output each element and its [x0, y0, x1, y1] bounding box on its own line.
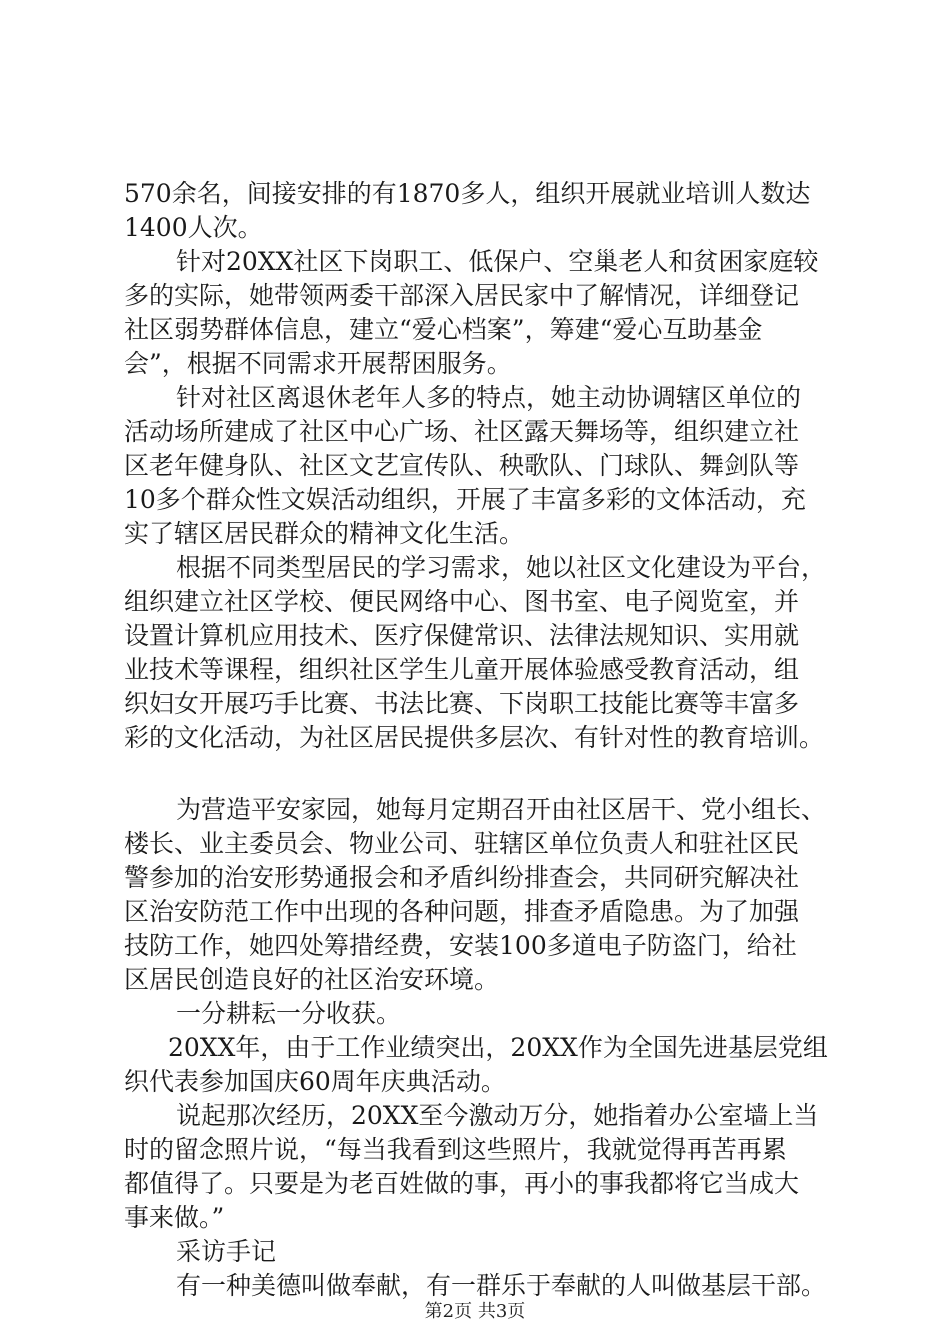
- text-line: 织代表参加国庆60周年庆典活动。: [124, 1067, 506, 1096]
- paragraph-start: 根据不同类型居民的学习需求，她以社区文化建设为平台，: [176, 553, 827, 582]
- text-line: 10多个群众性文娱活动组织，开展了丰富多彩的文体活动，充: [124, 485, 806, 514]
- text-line: 570余名，间接安排的有1870多人，组织开展就业培训人数达: [124, 179, 811, 208]
- text-line: 1400人次。: [124, 213, 263, 242]
- text-line: 区治安防范工作中出现的各种问题，排查矛盾隐患。为了加强: [124, 897, 800, 926]
- text-line: 彩的文化活动，为社区居民提供多层次、有针对性的教育培训。: [124, 723, 825, 752]
- text-line: 警参加的治安形势通报会和矛盾纠纷排查会，共同研究解决社: [124, 863, 800, 892]
- text-line: 设置计算机应用技术、医疗保健常识、法律法规知识、实用就: [124, 621, 800, 650]
- text-line: 时的留念照片说，“每当我看到这些照片，我就觉得再苦再累: [124, 1135, 787, 1164]
- paragraph-start: 说起那次经历，20XX至今激动万分，她指着办公室墙上当: [176, 1101, 819, 1130]
- text-line: 区居民创造良好的社区治安环境。: [124, 965, 500, 994]
- text-line: 区老年健身队、社区文艺宣传队、秧歌队、门球队、舞剑队等: [124, 451, 800, 480]
- text-line: 活动场所建成了社区中心广场、社区露天舞场等，组织建立社: [124, 417, 800, 446]
- text-line: 技防工作，她四处筹措经费，安装100多道电子防盗门，给社: [124, 931, 797, 960]
- text-line: 楼长、业主委员会、物业公司、驻辖区单位负责人和驻社区民: [124, 829, 800, 858]
- text-line: 会”，根据不同需求开展帮困服务。: [124, 349, 512, 378]
- page-footer: 第2页 共3页: [424, 1301, 526, 1322]
- paragraph-start: 针对20XX社区下岗职工、低保户、空巢老人和贫困家庭较: [176, 247, 819, 276]
- text-line: 都值得了。只要是为老百姓做的事，再小的事我都将它当成大: [124, 1169, 800, 1198]
- text-line: 业技术等课程，组织社区学生儿童开展体验感受教育活动，组: [124, 655, 800, 684]
- paragraph-start: 20XX年，由于工作业绩突出，20XX作为全国先进基层党组: [168, 1033, 828, 1062]
- paragraph-start: 为营造平安家园，她每月定期召开由社区居干、党小组长、: [176, 795, 827, 824]
- section-heading: 采访手记: [176, 1237, 277, 1266]
- paragraph-start: 针对社区离退休老年人多的特点，她主动协调辖区单位的: [176, 383, 802, 412]
- paragraph-start: 一分耕耘一分收获。: [176, 999, 402, 1028]
- text-line: 实了辖区居民群众的精神文化生活。: [124, 519, 525, 548]
- text-line: 多的实际，她带领两委干部深入居民家中了解情况，详细登记: [124, 281, 800, 310]
- text-line: 社区弱势群体信息，建立“爱心档案”，筹建“爱心互助基金: [124, 315, 763, 344]
- paragraph-start: 有一种美德叫做奉献，有一群乐于奉献的人叫做基层干部。: [176, 1271, 827, 1300]
- text-line: 组织建立社区学校、便民网络中心、图书室、电子阅览室，并: [124, 587, 800, 616]
- text-line: 事来做。”: [124, 1203, 225, 1232]
- text-line: 织妇女开展巧手比赛、书法比赛、下岗职工技能比赛等丰富多: [124, 689, 800, 718]
